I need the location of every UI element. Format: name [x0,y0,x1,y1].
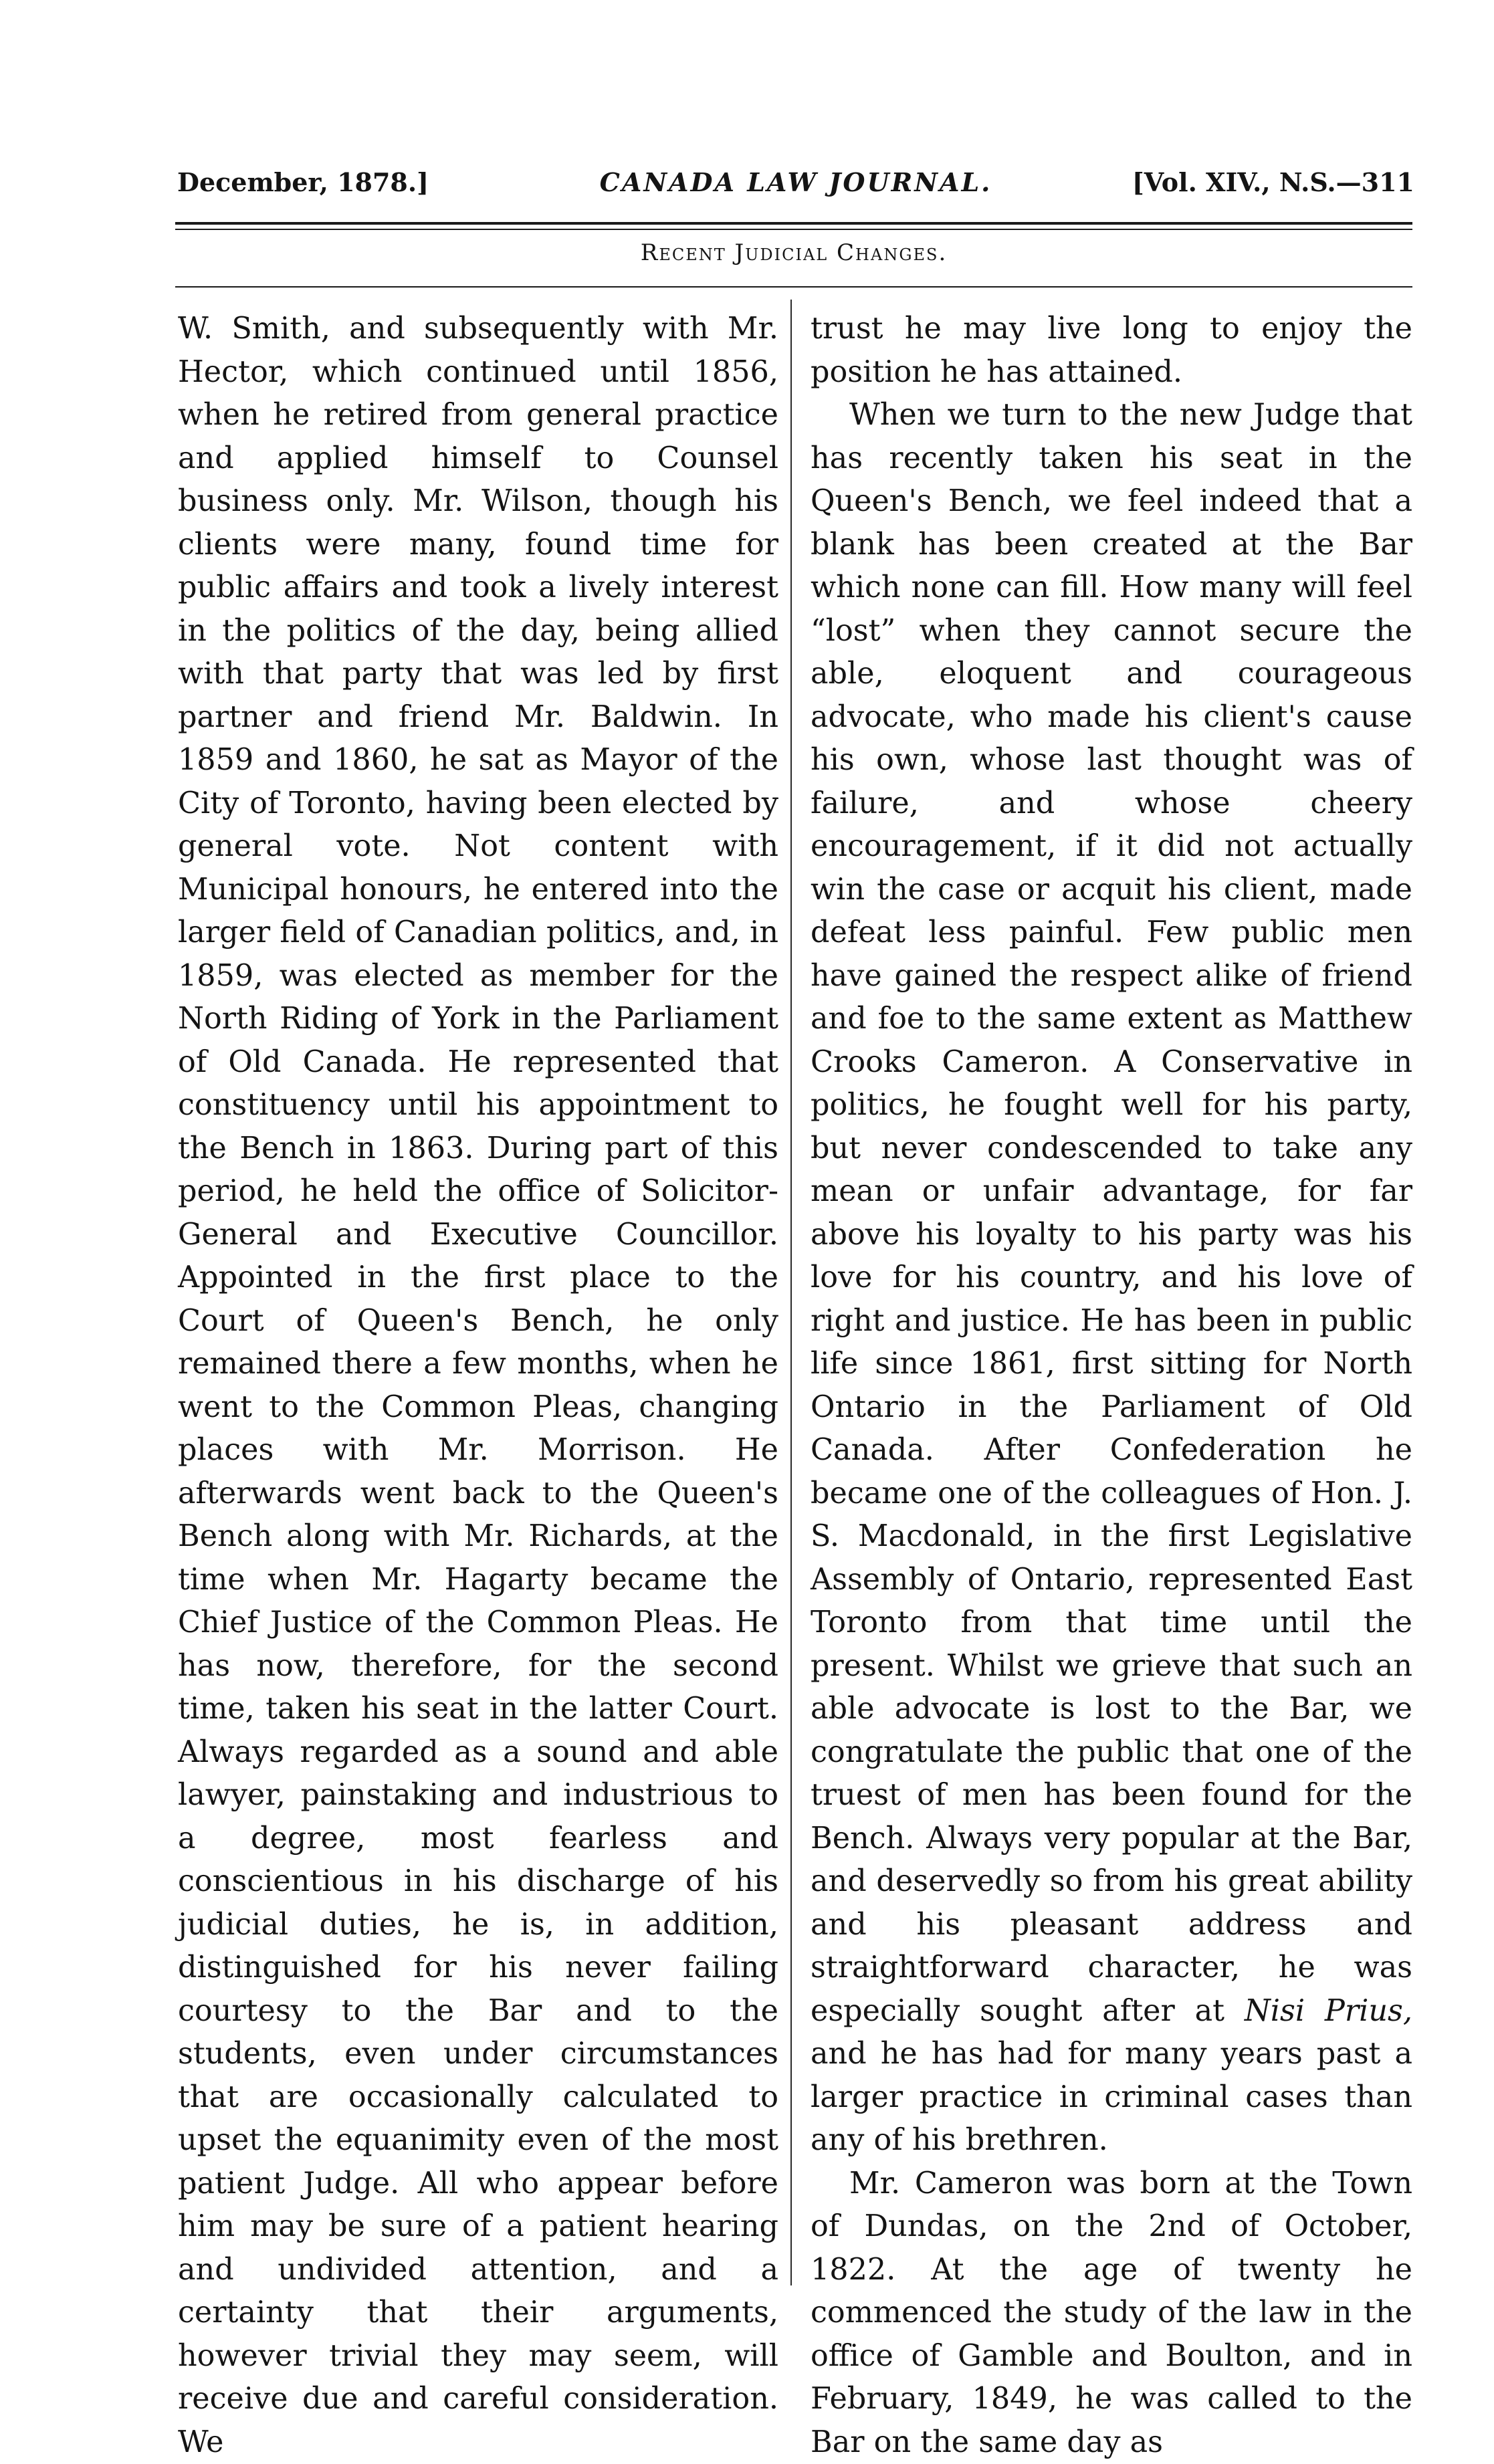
section-title-rule [175,286,1412,288]
header-journal-title: CANADA LAW JOURNAL. [177,167,1414,197]
section-title: Recent Judicial Changes. [175,239,1412,266]
right-column [811,308,1412,2464]
right-paragraph-1: trust he may live long to enjoy the position he has attained. [811,308,1412,394]
right-paragraph-2 [811,394,1412,2162]
header-date: December, 1878.] [177,167,429,197]
left-paragraph-1: W. Smith, and subsequently with Mr. Hector, which continued until 1856, when he retired from general practice and applied himself to Counsel business only. Mr. Wilson, though his clients were many, found time for public affairs and took a lively interest in the politics of the day, being allied with that party that was led by first partner and friend Mr. Baldwin. In 1859 and 1860, he sat as Mayor of the City of Toronto, having been elected by general vote. Not content with Municipal honours, he entered into the larger field of Canadian politics, and, in 1859, was elected as member for the North Riding of York in the Parliament of Old Canada. He represented that constituency until his appointment to the Bench in 1863. During part of this period, he held the office of Solicitor-General and Executive Councillor. Appointed in the first place to the Court of Queen's Bench, he only remained there a few months, when he went to the Common Pleas, changing places with Mr. Morrison. He afterwards went back to the Queen's Bench along with Mr. Richards, at the time when Mr. Hagarty became the Chief Justice of the Common Pleas. He has now, therefore, for the second time, taken his seat in the latter Court. Always regarded as a sound and able lawyer, painstaking and industrious to a degree, most fearless and conscientious in his discharge of his judicial duties, he is, in addition, distinguished for his never failing courtesy to the Bar and to the students, even under circumstances that are occasionally calculated to upset the equanimity even of the most patient Judge. All who appear before him may be sure of a patient hearing and undivided attention, and a certainty that their arguments, however trivial they may seem, will receive due and careful consideration. We [178,308,778,2464]
column-divider [790,300,792,2285]
header-volume: [Vol. XIV., N.S.—311 [1132,167,1414,197]
right-paragraph-2-italic: Nisi Prius, [1245,1994,1412,2028]
right-paragraph-2-text: When we turn to the new Judge that has recently taken his seat in the Queen's Bench, we feel indeed that a blank has been created at the Bar which none can fill. How many will feel “lost” when they cannot secure the able, eloquent and courageous advocate, who made his client's cause his own, whose last thought was of failure, and whose cheery encouragement, if it did not actually win the case or acquit his client, made defeat less painful. Few public men have gained the respect alike of friend and foe to the same extent as Matthew Crooks Cameron. A Conservative in politics, he fought well for his party, but never condescended to take any mean or unfair advantage, for far above his loyalty to his party was his love for his country, and his love of right and justice. He has been in public life since 1861, first sitting for North Ontario in the Parliament of Old Canada. After Confederation he became one of the colleagues of Hon. J. S. Macdonald, in the first Legislative Assembly of Ontario, represented East Toronto from that time until the present. Whilst we grieve that such an able advocate is lost to the Bar, we congratulate the public that one of the truest of men has been found for the Bench. Always very popular at the Bar, and deservedly so from his great ability and his pleasant address and straightforward character, he was especially sought after at [811,398,1412,2028]
left-column [178,308,778,2464]
header-rule-thin [175,229,1412,230]
header-rule-thick [175,222,1412,225]
right-paragraph-2-text-end: and he has had for many years past a larger practice in criminal cases than any of his brethren. [811,2037,1412,2157]
right-paragraph-3: Mr. Cameron was born at the Town of Dundas, on the 2nd of October, 1822. At the age of twenty he commenced the study of the law in the office of Gamble and Boulton, and in February, 1849, he was called to the Bar on the same day as [811,2162,1412,2464]
running-header [177,167,1414,207]
